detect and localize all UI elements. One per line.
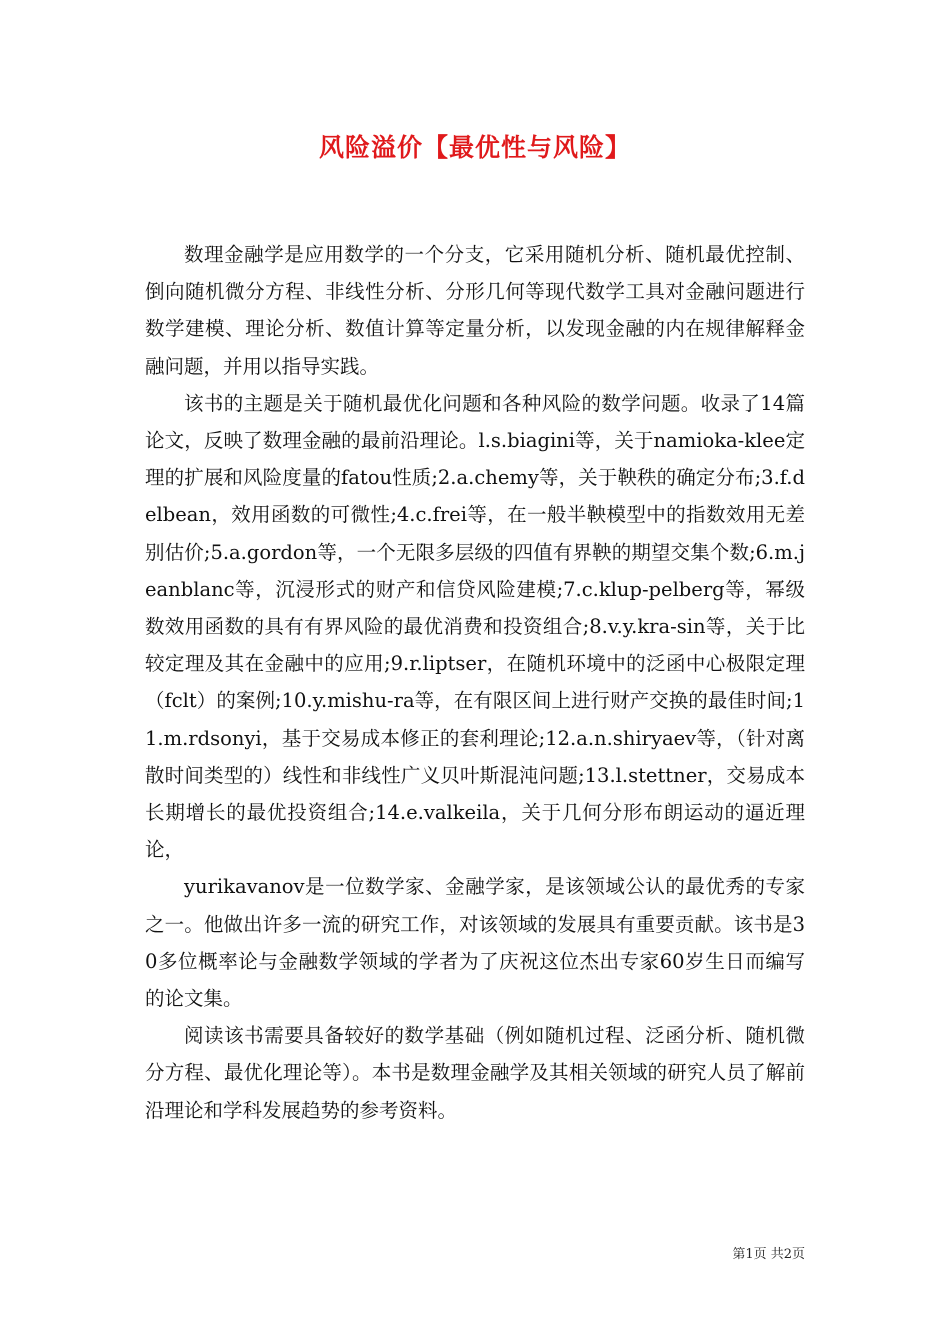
document-title: 风险溢价【最优性与风险】 <box>318 133 631 162</box>
paragraph-contents: 该书的主题是关于随机最优化问题和各种风险的数学问题。收录了14篇论文，反映了数理金融的最前沿理论。l.s.biagini等，关于namioka-klee定理的扩展和风险度量的fatou性质;2.a.chemy等，关于鞅秩的确定分布;3.f.delbean，效用函数的可微性;4.c.frei等，在一般半鞅模型中的指数效用无差别估价;5.a.gordon等，一个无限多层级的四值有界鞅的期望交集个数;6.m.jeanblanc等，沉浸形式的财产和信贷风险建模;7.c.klup-pelberg等，幂级数效用函数的具有有界风险的最优消费和投资组合;8.v.y.kra-sin等，关于比较定理及其在金融中的应用;9.r.liptser，在随机环境中的泛函中心极限定理（fclt）的案例;10.y.mishu-ra等，在有限区间上进行财产交换的最佳时间;11.m.rdsonyi，基于交易成本修正的套利理论;12.a.n.shiryaev等，（针对离散时间类型的）线性和非线性广义贝叶斯混沌问题;13.l.stettner，交易成本长期增长的最优投资组合;14.e.valkeila，关于几何分形布朗运动的逼近理论， <box>145 391 805 862</box>
paragraph-intro: 数理金融学是应用数学的一个分支，它采用随机分析、随机最优控制、倒向随机微分方程、非线性分析、分形几何等现代数学工具对金融问题进行数学建模、理论分析、数值计算等定量分析，以发现金融的内在规律解释金融问题，并用以指导实践。 <box>145 243 805 378</box>
document-body <box>145 236 805 1129</box>
paragraph-readership: 阅读该书需要具备较好的数学基础（例如随机过程、泛函分析、随机微分方程、最优化理论等）。本书是数理金融学及其相关领域的研究人员了解前沿理论和学科发展趋势的参考资料。 <box>145 1024 805 1122</box>
paragraph-author: yurikavanov是一位数学家、金融学家，是该领域公认的最优秀的专家之一。他做出许多一流的研究工作，对该领域的发展具有重要贡献。该书是30多位概率论与金融数学领域的学者为了庆祝这位杰出专家60岁生日而编写的论文集。 <box>145 875 805 1011</box>
page-number: 第1页 共2页 <box>732 1247 805 1262</box>
